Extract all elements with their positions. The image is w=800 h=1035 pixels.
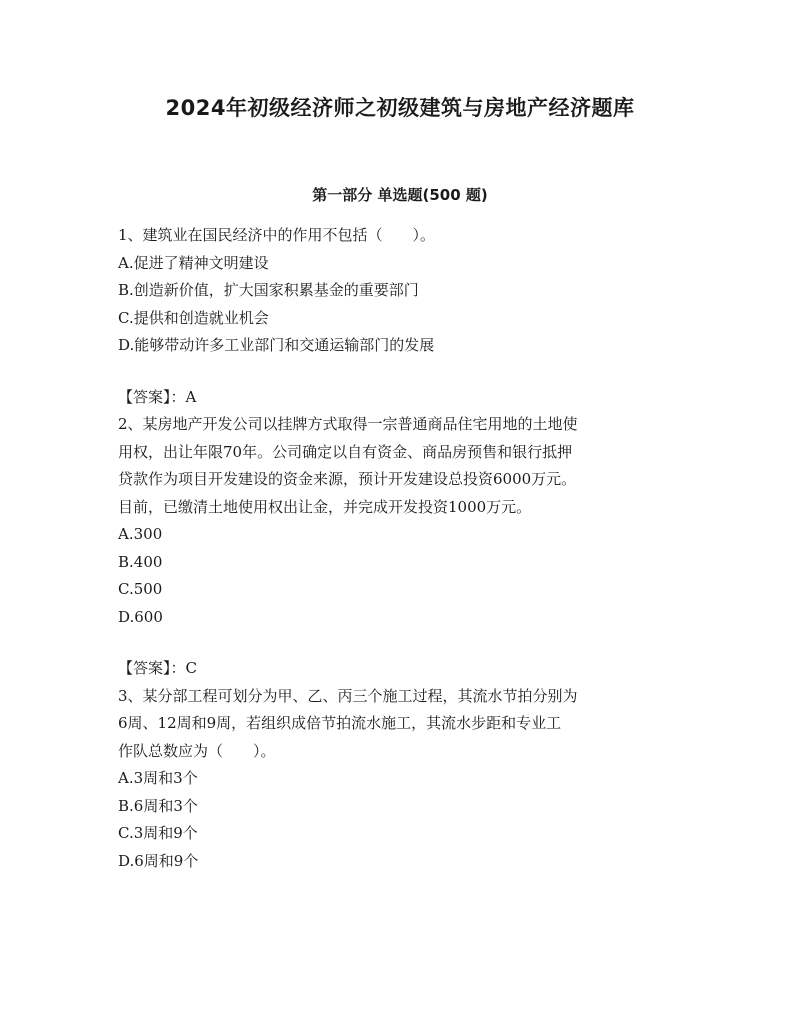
question-stem-line: 用权，出让年限70年。公司确定以自有资金、商品房预售和银行抵押 — [118, 442, 573, 461]
option-d: D.600 — [118, 607, 163, 626]
option-b: B.400 — [118, 552, 163, 571]
option-d: D.能够带动许多工业部门和交通运输部门的发展 — [118, 336, 435, 354]
answer-line: 【答案】：C — [118, 659, 197, 677]
question-3 — [118, 683, 688, 876]
option-a: A.促进了精神文明建设 — [118, 253, 269, 272]
question-list — [118, 222, 688, 875]
option-c: C.500 — [118, 580, 163, 598]
option-c: C.3周和9个 — [118, 824, 198, 842]
document-title: 2024年初级经济师之初级建筑与房地产经济题库 — [165, 96, 635, 120]
question-stem-line: 3、某分部工程可划分为甲、乙、丙三个施工过程，其流水节拍分别为 — [118, 686, 578, 705]
question-stem-line: 目前，已缴清土地使用权出让金，并完成开发投资1000万元。 — [118, 497, 532, 516]
option-a: A.300 — [118, 525, 163, 543]
question-stem-line: 6周、12周和9周，若组织成倍节拍流水施工，其流水步距和专业工 — [118, 714, 562, 732]
question-stem-line: 贷款作为项目开发建设的资金来源，预计开发建设总投资6000万元。 — [118, 470, 577, 488]
option-b: B.6周和3个 — [118, 796, 198, 815]
option-c: C.提供和创造就业机会 — [118, 308, 269, 327]
question-1 — [118, 222, 688, 411]
question-stem-line: 作队总数应为（ ）。 — [118, 741, 276, 760]
section-heading: 第一部分 单选题(500 题) — [312, 186, 488, 204]
question-stem-line: 2、某房地产开发公司以挂牌方式取得一宗普通商品住宅用地的土地使 — [118, 415, 578, 433]
option-a: A.3周和3个 — [118, 769, 198, 787]
question-2 — [118, 411, 688, 683]
option-b: B.创造新价值，扩大国家积累基金的重要部门 — [118, 281, 419, 299]
question-stem: 1、建筑业在国民经济中的作用不包括（ ）。 — [118, 226, 436, 244]
answer-line: 【答案】：A — [118, 387, 197, 406]
option-d: D.6周和9个 — [118, 851, 199, 870]
